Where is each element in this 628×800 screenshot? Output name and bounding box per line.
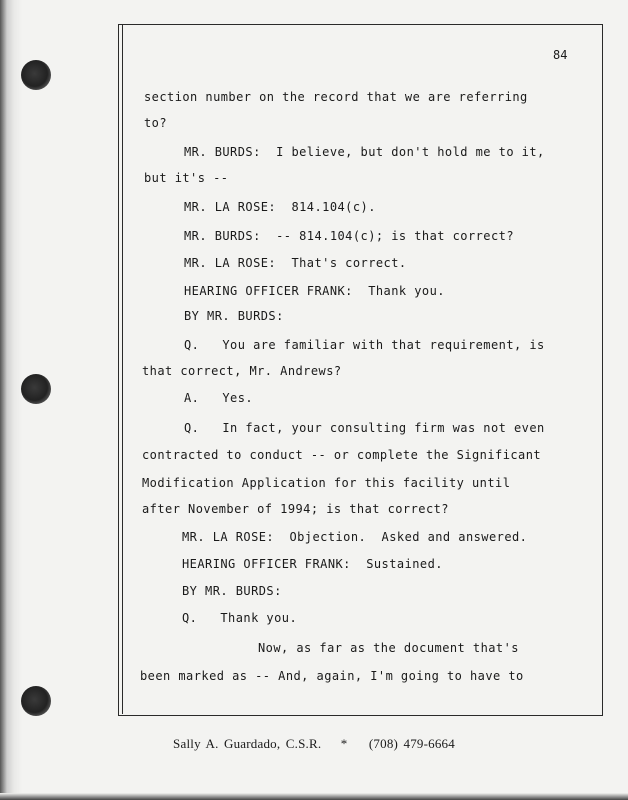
transcript-line: BY MR. BURDS:: [182, 584, 282, 598]
transcript-line: MR. LA ROSE: 814.104(c).: [184, 200, 376, 214]
transcript-line: that correct, Mr. Andrews?: [142, 364, 342, 378]
transcript-line: MR. LA ROSE: Objection. Asked and answered.: [182, 530, 528, 544]
transcript-line: A. Yes.: [184, 391, 254, 405]
reporter-name: Sally A. Guardado, C.S.R.: [173, 736, 322, 751]
reporter-phone: (708) 479-6664: [368, 736, 455, 751]
transcript-line: MR. LA ROSE: That's correct.: [184, 256, 407, 270]
transcript-line: after November of 1994; is that correct?: [142, 502, 449, 516]
transcript-line: but it's --: [144, 171, 229, 185]
transcript-line: HEARING OFFICER FRANK: Thank you.: [184, 284, 445, 298]
transcript-line: Q. Thank you.: [182, 611, 298, 625]
transcript-line: Q. You are familiar with that requirement, is: [184, 338, 545, 352]
transcript-line: BY MR. BURDS:: [184, 309, 284, 323]
transcript-line: section number on the record that we are referring: [144, 90, 528, 104]
transcript-line: Now, as far as the document that's: [258, 641, 519, 655]
transcript-line: Modification Application for this facility until: [142, 476, 511, 490]
transcript-line: Q. In fact, your consulting firm was not even: [184, 421, 545, 435]
footer-separator: *: [340, 736, 348, 751]
punch-hole: [21, 60, 51, 90]
page-number: 84: [553, 48, 568, 62]
punch-hole: [21, 374, 51, 404]
punch-hole: [21, 686, 51, 716]
reporter-footer: [0, 736, 628, 752]
transcript-line: MR. BURDS: I believe, but don't hold me to it,: [184, 145, 545, 159]
transcript-line: to?: [144, 116, 168, 130]
transcript-line: HEARING OFFICER FRANK: Sustained.: [182, 557, 443, 571]
transcript-margin-rule: [122, 24, 123, 714]
scan-bottom-edge: [0, 793, 628, 800]
transcript-line: MR. BURDS: -- 814.104(c); is that correct?: [184, 229, 515, 243]
binder-edge: [0, 0, 22, 800]
transcript-line: been marked as -- And, again, I'm going to have to: [140, 669, 524, 683]
transcript-line: contracted to conduct -- or complete the Significant: [142, 448, 542, 462]
